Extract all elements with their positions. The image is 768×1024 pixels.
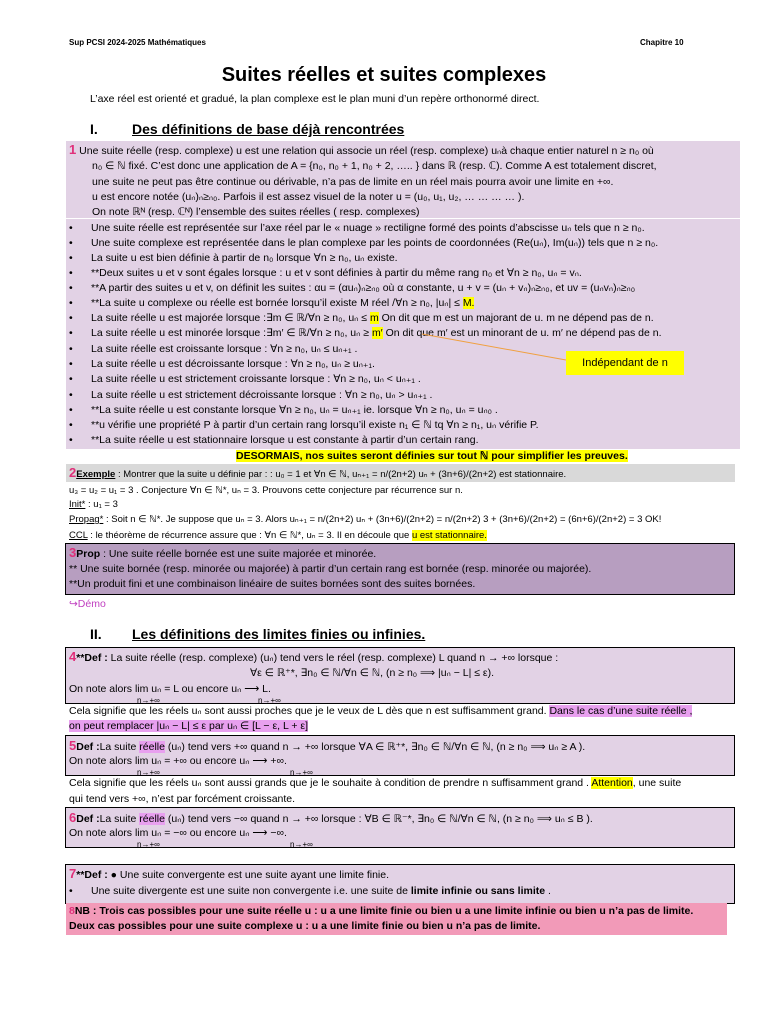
def1-line-1 [69,143,654,158]
header-right: Chapitre 10 [640,38,684,47]
prop3-text-1: : Une suite réelle bornée est une suite majorée et minorée. [100,548,377,560]
item-number: 7 [69,866,77,881]
header-left: Sup PCSI 2024-2025 Mathématiques [69,38,206,47]
def4-after-text: Cela signifie que les réels uₙ sont aussi proches que je le veux de L dès que n est suffisamment grand. [69,705,550,717]
prop3-label: Prop [76,548,101,560]
bullet-text: **La suite réelle u est stationnaire lorsque u est constante à partir d’un certain rang. [91,434,479,446]
bullet-dot: • [69,237,73,249]
bullet-dot: • [69,358,73,370]
init-text: : u₁ = 3 [85,499,118,510]
ccl-highlight: u est stationnaire. [411,530,487,541]
bullet-text: **u vérifie une propriété P à partir d’un certain rang lorsqu’il existe n₁ ∈ ℕ tq ∀n ≥ n₁, uₙ vérifie P. [91,419,539,431]
bullet-text: La suite réelle u est strictement décroissante lorsque : ∀n ≥ n₀, uₙ > uₙ₊₁ . [91,389,433,401]
def5-line-2: On note alors lim uₙ = +∞ ou encore uₙ ⟶ +∞. [69,755,287,767]
bullet-dot: • [69,434,73,446]
item-number: 4 [69,649,77,664]
bullet-dot: • [69,885,73,897]
bullet-item [69,251,398,265]
bullet-text: Une suite complexe est représentée dans le plan complexe par les points de coordonnées (Re(uₙ), Im(uₙ)) tels que n ≥ n₀. [91,237,659,249]
def5-text-a: La suite [99,741,140,753]
bullet-dot: • [69,343,73,355]
def5-text-c: (uₙ) tend vers +∞ quand n → +∞ lorsque ∀A ∈ ℝ⁺*, ∃n₀ ∈ ℕ/∀n ∈ ℕ, (n ≥ n₀ ⟹ uₙ ≥ A ). [164,741,586,753]
def6-label: Def : [76,813,100,825]
item-number: 5 [69,738,77,753]
ex2-text: : Montrer que la suite u définie par : : u₀ = 1 et ∀n ∈ ℕ, uₙ₊₁ = n/(2n+2) uₙ + (3n+6)/(2n+2) est stationnaire. [115,469,567,480]
def5-after-1 [69,776,681,790]
bullet-item [69,372,421,386]
def6-text-c: (uₙ) tend vers −∞ quand n → +∞ lorsque : ∀B ∈ ℝ⁻*, ∃n₀ ∈ ℕ/∀n ∈ ℕ, (n ≥ n₀ ⟹ uₙ ≤ B ). [164,813,593,825]
bullet-dot: • [69,327,73,339]
def7-text-c: . [545,885,551,897]
bullet-dot: • [69,222,73,234]
ex2-label: Exemple [76,469,116,480]
def5-after-text: Cela signifie que les réels uₙ sont aussi grands que je le souhaite à condition de prendre n suffisamment grand . [69,777,592,789]
def1-line-4: u est encore notée (uₙ)ₙ≥ₙ₀. Parfois il est assez visuel de la noter u = (u₀, u₁, u₂, … … … … ). [92,191,525,203]
bullet-item [69,266,582,280]
bullet-text: **A partir des suites u et v, on définit les suites : αu = (αuₙ)ₙ≥ₙ₀ où α constante, u + v = (uₙ + vₙ)ₙ≥ₙ₀, et uv = (uₙvₙ)ₙ≥ₙ₀ [91,282,636,294]
bullet-dot: • [69,267,73,279]
bullet-item [69,433,479,447]
bullet-text: La suite réelle u est strictement croissante lorsque : ∀n ≥ n₀, uₙ < uₙ₊₁ . [91,373,421,385]
section-2-heading [90,626,425,642]
desormais-text: DESORMAIS, nos suites seront définies sur tout ℕ pour simplifier les preuves. [236,450,628,462]
bullet-item [69,311,654,325]
bullet-item [69,221,645,235]
item-number: 3 [69,545,77,560]
nb8-line-1 [69,904,693,918]
bullet-text: La suite réelle u est majorée lorsque :∃m ∈ ℝ/∀n ≥ n₀, uₙ ≤ [91,312,370,324]
callout-text: Indépendant de n [582,357,668,369]
demo-link[interactable]: ↪Démo [69,598,106,610]
def5-after-tail: , une suite [632,777,682,789]
ex2-line-1 [69,466,566,482]
def4-text-1: La suite réelle (resp. complexe) (uₙ) tend vers le réel (resp. complexe) L quand n → +∞ lorsque : [110,652,559,664]
desormais-line [236,449,628,463]
bullet-dot: • [69,389,73,401]
def5-attention: Attention [591,777,633,789]
def7-text-1: ● Une suite convergente est une suite ayant une limite finie. [110,869,390,881]
arrow-subscript: n→+∞ [258,696,281,705]
def7-line-2 [69,884,551,898]
def4-after-highlight-2: on peut remplacer |uₙ − L| ≤ ε par uₙ ∈ [L − ε, L + ε] [69,720,308,732]
bullet-item [69,357,375,371]
bullet-item [69,236,658,250]
lim-subscript: n→+∞ [137,840,160,849]
bullet-text: Une suite réelle est représentée sur l’axe réel par le « nuage » rectiligne formé des points d’abscisse uₙ tels que n ≥ n₀. [91,222,645,234]
item-number: 2 [69,465,77,480]
bullet-dot: • [69,297,73,309]
def1-line-3: une suite ne peut pas être continue ou dérivable, n’a pas de limite en un réel mais pourra avoir une limite en +∞. [92,176,614,188]
def5-reelle-highlight: réelle [139,741,165,753]
def4-line-1 [69,650,558,665]
ex2-propag [69,513,661,527]
lim-subscript: n→+∞ [137,696,160,705]
prop3-line-3: **Un produit fini et une combinaison linéaire de suites bornées sont des suites bornées. [69,578,476,590]
callout-connector [420,330,570,370]
bullet-dot: • [69,312,73,324]
bullet-item [69,296,474,310]
bullet-dot: • [69,419,73,431]
def4-text-3: On note alors lim uₙ = L ou encore uₙ ⟶ L. [69,683,271,695]
section-number: II. [90,626,102,642]
bullet-text: La suite u est bien définie à partir de n₀ lorsque ∀n ≥ n₀, uₙ existe. [91,252,398,264]
def6-line-2: On note alors lim uₙ = −∞ ou encore uₙ ⟶ −∞. [69,827,287,839]
bullet-item [69,388,432,402]
bullet-tail: On dit que m′ est un minorant de u. m′ ne dépend pas de n. [382,327,662,339]
lim-subscript: n→+∞ [137,768,160,777]
def1-line-5: On note ℝᴺ (resp. ℂᴺ) l’ensemble des suites réelles ( resp. complexes) [92,206,420,218]
callout-note [566,351,684,375]
bullet-dot: • [69,373,73,385]
bullet-dot: • [69,404,73,416]
bullet-text: La suite réelle u est minorée lorsque :∃m′ ∈ ℝ/∀n ≥ n₀, uₙ ≥ [91,327,372,339]
bullet-text: **Deux suites u et v sont égales lorsque : u et v sont définies à partir du même rang n₀ et ∀n ≥ n₀, uₙ = vₙ. [91,267,582,279]
def5-label: Def : [76,741,100,753]
def1-text-1: Une suite réelle (resp. complexe) u est une relation qui associe un réel (resp. complexe) uₙà chaque entier naturel n ≥ n₀ où [79,145,654,157]
nb8-text-1: NB : Trois cas possibles pour une suite réelle u : u a une limite finie ou bien u a une limite infinie ou bien u n’a pas de limite. [74,905,694,917]
def6-reelle-highlight: réelle [139,813,165,825]
section-1-heading [90,121,404,137]
def7-label: **Def : [76,869,111,881]
def5-after-2: qui tend vers +∞, n’est par forcément croissante. [69,793,296,805]
ex2-line-2: u₃ = u₂ = u₁ = 3 . Conjecture ∀n ∈ ℕ*, uₙ = 3. Prouvons cette conjecture par récurrence sur n. [69,485,463,496]
nb8-line-2: Deux cas possibles pour une suite complexe u : u a une limite finie ou bien u n’a pas de limite. [69,920,541,932]
bullet-dot: • [69,252,73,264]
propag-text: : Soit n ∈ ℕ*. Je suppose que uₙ = 3. Alors uₙ₊₁ = n/(2n+2) uₙ + (3n+6)/(2n+2) = n/(2n+2) 3 + (3n+6)/(2n+2) = (6n+6)/(2n+2) = 3 OK! [103,514,662,525]
def6-line-1 [69,811,593,826]
def4-label: **Def : [76,652,111,664]
section-number: I. [90,121,98,137]
ccl-text: : le théorème de récurrence assure que : ∀n ∈ ℕ*, uₙ = 3. Il en découle que [87,530,412,541]
def4-line-2: ∀ε ∈ ℝ⁺*, ∃n₀ ∈ ℕ/∀n ∈ ℕ, (n ≥ n₀ ⟹ |uₙ − L| ≤ ε). [250,667,495,679]
def7-text-b: limite infinie ou sans limite [410,885,546,897]
minorant-highlight: m′ [371,327,383,339]
section-title: Les définitions des limites finies ou infinies. [132,626,426,642]
bullet-item [69,342,357,356]
item-number: 6 [69,810,77,825]
def6-text-a: La suite [99,813,140,825]
bullet-text: **La suite u complexe ou réelle est bornée lorsqu’il existe M réel /∀n ≥ n₀, |uₙ| ≤ [91,297,463,309]
item-number: 1 [69,142,77,157]
arrow-subscript: n→+∞ [290,840,313,849]
def7-text-a: Une suite divergente est une suite non convergente i.e. une suite de [91,885,411,897]
def4-after-1 [69,704,692,718]
prop3-line-1 [69,546,376,561]
bullet-item [69,281,635,295]
bullet-dot: • [69,282,73,294]
init-label: Init* [69,499,86,510]
def4-after-highlight: Dans le cas d’une suite réelle , [549,705,693,717]
def4-line-3 [69,682,271,696]
prop3-line-2: ** Une suite bornée (resp. minorée ou majorée) à partir d’un certain rang est bornée (resp. minorée ou majorée). [69,563,592,575]
section-title: Des définitions de base déjà rencontrées [132,121,405,137]
bullet-tail: On dit que m est un majorant de u. m ne dépend pas de n. [378,312,654,324]
bullet-item [69,418,539,432]
arrow-subscript: n→+∞ [290,768,313,777]
bullet-item [69,403,498,417]
def7-line-1 [69,867,389,882]
bullet-item [69,326,662,340]
def4-after-2 [69,719,308,733]
ex2-init [69,498,118,512]
majorant-highlight: m [369,312,379,324]
ccl-label: CCL [69,530,88,541]
bullet-text: La suite réelle est croissante lorsque : ∀n ≥ n₀, uₙ ≤ uₙ₊₁ . [91,343,358,355]
bullet-text: La suite réelle u est décroissante lorsque : ∀n ≥ n₀, uₙ ≥ uₙ₊₁. [91,358,375,370]
bound-M-highlight: M. [462,297,475,309]
def5-line-1 [69,739,585,754]
intro-text: L’axe réel est orienté et gradué, la plan complexe est le plan muni d’un repère orthonormé direct. [90,93,540,105]
def1-line-2: n₀ ∈ ℕ fixé. C’est donc une application de A = {n₀, n₀ + 1, n₀ + 2, ….. } dans ℝ (resp. ℂ). Comme A est totalement discret, [92,160,657,172]
bullet-text: **La suite réelle u est constante lorsque ∀n ≥ n₀, uₙ = uₙ₊₁ ie. lorsque ∀n ≥ n₀, uₙ = uₙ₀ . [91,404,498,416]
item-number: 8 [69,905,75,917]
page-title: Suites réelles et suites complexes [221,64,547,86]
propag-label: Propag* [69,514,104,525]
ex2-ccl [69,529,487,543]
